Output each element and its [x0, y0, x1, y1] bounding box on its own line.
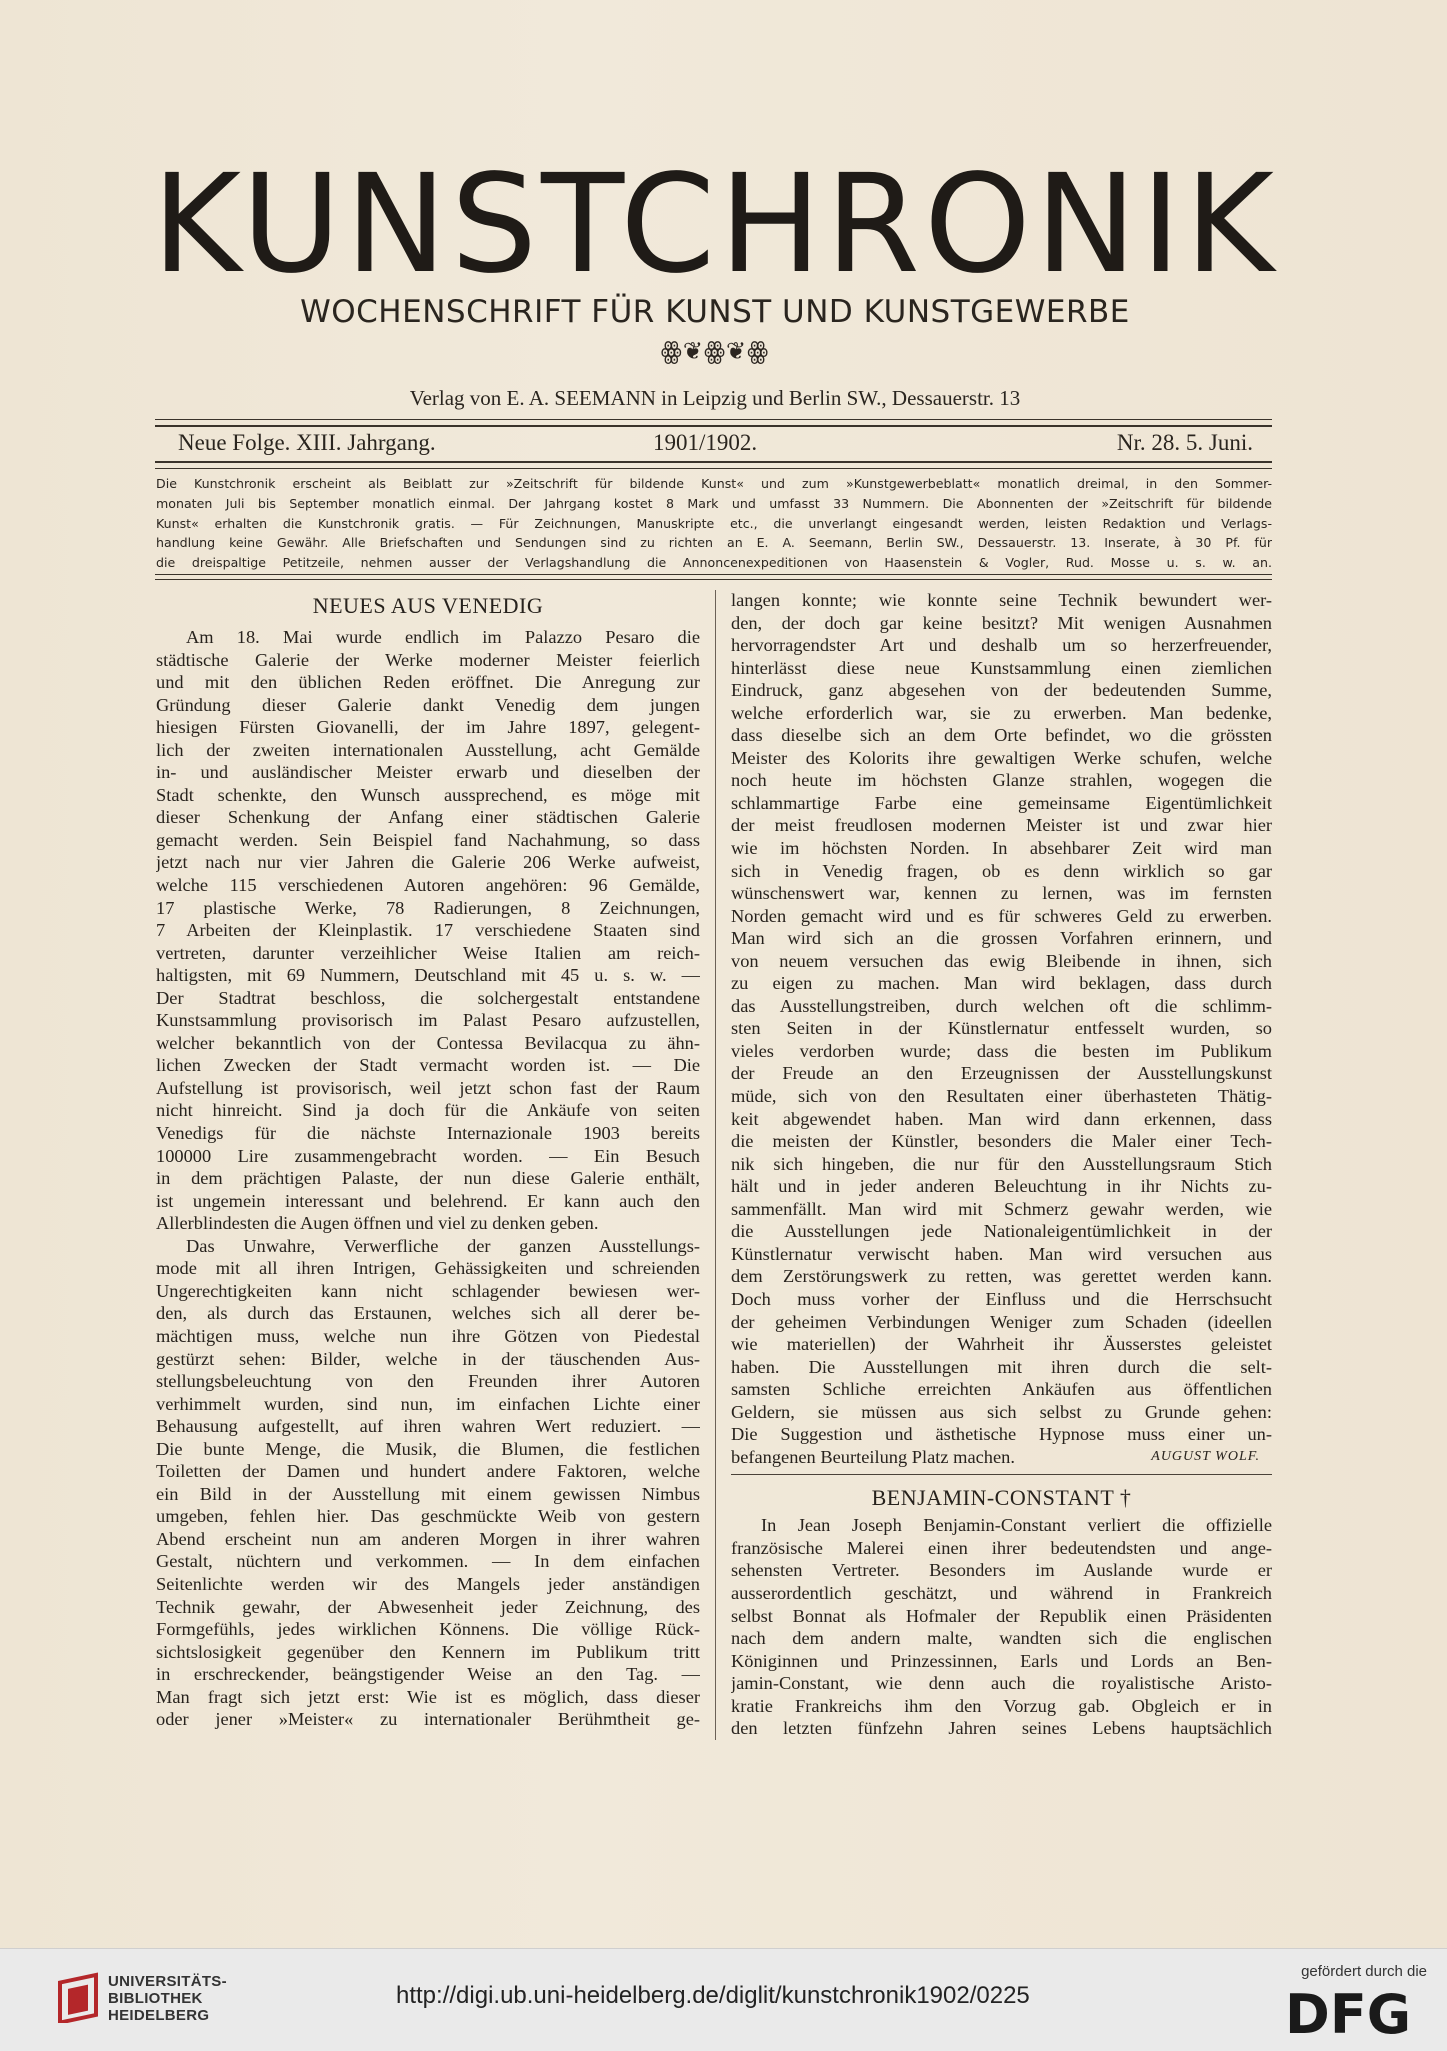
article-text-line: haben. Die Ausstellungen mit ihren durch die selt-	[731, 1356, 1272, 1377]
library-name-line: UNIVERSITÄTS-	[108, 1973, 227, 1990]
dfg-logo-text: DFG	[1285, 1987, 1412, 2039]
article-heading: NEUES AUS VENEDIG	[312, 593, 544, 618]
article-text-line: schlammartige Farbe eine gemeinsame Eigentümlichkeit	[731, 792, 1272, 813]
column-divider	[715, 590, 716, 1740]
article-text-line: In Jean Joseph Benjamin-Constant verliert die offizielle	[761, 1515, 1272, 1536]
article-text-line: in dem prächtigen Palaste, der nun diese Galerie enthält,	[156, 1168, 700, 1189]
issue-year: 1901/1902.	[653, 430, 758, 455]
author-signature: AUGUST WOLF.	[1151, 1448, 1260, 1464]
article-text-line: städtische Galerie der Werke moderner Meister feierlich	[156, 649, 700, 670]
article-text-line: dass dieselbe sich an dem Orte befindet, wo die grössten	[731, 725, 1272, 746]
article-text-line: wie im höchsten Norden. In absehbarer Zeit wird man	[731, 838, 1272, 859]
article-text-line: müde, sich von den Resultaten einer überhasteten Thätig-	[731, 1086, 1272, 1107]
article-text-line: ein Bild in der Ausstellung mit einem gewissen Nimbus	[156, 1483, 700, 1504]
article-text-line: mächtigen muss, welche nun ihre Götzen von Piedestal	[156, 1325, 700, 1346]
article-text-line: lichen Zwecken der Stadt vermacht worden ist. — Die	[156, 1055, 700, 1076]
article-text-line: Aufstellung ist provisorisch, weil jetzt schon fast der Raum	[156, 1077, 700, 1098]
article-text-line: Meister des Kolorits ihre gewaltigen Werke schufen, welche	[731, 747, 1272, 768]
article-text-line: und mit den üblichen Reden eröffnet. Die Anregung zur	[156, 672, 700, 693]
article-text-line: welcher bekanntlich von der Contessa Bevilacqua zu ähn-	[156, 1032, 700, 1053]
article-text-line: jetzt nach nur vier Jahren die Galerie 206 Werke aufweist,	[156, 852, 700, 873]
article-text-line: Der Stadtrat beschloss, die solchergestalt entstandene	[156, 987, 700, 1008]
article-closing-line	[731, 1446, 1272, 1469]
article-text-line: Man fragt sich jetzt erst: Wie ist es möglich, dass dieser	[156, 1686, 700, 1707]
issue-number-date: Nr. 28. 5. Juni.	[1116, 430, 1253, 455]
article-text-line: sammenfällt. Man wird mit Schmerz gewahr werden, wie	[731, 1198, 1272, 1219]
ornament-glyph: ꙮ❦ꙮ❦ꙮ	[660, 339, 770, 365]
article-text-line: Behausung aufgestellt, auf ihren wahren Wert reduziert. —	[156, 1416, 700, 1437]
subscription-notice	[156, 474, 1272, 573]
article-text-line: Gründung dieser Galerie dankt Venedig dem jungen	[156, 694, 700, 715]
article-text-line: langen konnte; wie konnte seine Technik bewundert wer-	[731, 590, 1272, 610]
article-text-line: befangenen Beurteilung Platz machen.	[731, 1446, 1015, 1467]
article-text-line: Norden gemacht wird und es für schweres Geld zu erwerben.	[731, 905, 1272, 926]
notice-line: handlung keine Gewähr. Alle Briefschaften und Sendungen sind zu richten an E. A. Seemann, Berlin SW., Dessauerstr. 13. Inserate, à 30 Pf. für	[156, 535, 1272, 551]
article-text-line: nik sich hingeben, die nur für den Ausstellungsraum Stich	[731, 1153, 1272, 1174]
article-text-line: ist ungemein interessant und belehrend. Er kann auch den	[156, 1190, 700, 1211]
article-text-line: Stadt schenkte, den Wunsch aussprechend, es möge mit	[156, 784, 700, 805]
article-text-line: das Ausstellungstreiben, durch welchen oft die schlimm-	[731, 995, 1272, 1016]
article-text-line: 100000 Lire zusammengebracht worden. — Ein Besuch	[156, 1145, 700, 1166]
article-text-line: Künstlernatur verwischt haben. Man wird versuchen aus	[731, 1243, 1272, 1264]
article-text-line: Königinnen und Prinzessinnen, Earls und Lords an Ben-	[731, 1650, 1272, 1671]
article-text-line: Ungerechtigkeiten kann nicht schlagender bewiesen wer-	[156, 1280, 700, 1301]
article-text-line: samsten Schliche erreichten Ankäufen aus öffentlichen	[731, 1379, 1272, 1400]
footer-bar	[0, 1948, 1447, 2051]
article-text-line: Seitenlichte werden wir des Mangels jeder anständigen	[156, 1573, 700, 1594]
source-url-link[interactable]: http://digi.ub.uni-heidelberg.de/diglit/kunstchronik1902/0225	[396, 1982, 1030, 2009]
article-text-line: ausserordentlich geschätzt, und während in Frankreich	[731, 1582, 1272, 1603]
article-text-line: die meisten der Künstler, besonders die Maler einer Tech-	[731, 1131, 1272, 1152]
article-text-line: stellungsbeleuchtung von den Freunden ihrer Autoren	[156, 1371, 700, 1392]
article-text-line: zu eigen zu machen. Man wird beklagen, dass durch	[731, 973, 1272, 994]
issue-line	[178, 426, 1253, 460]
article-text-line: die Ausstellungen jede Nationaleigentümlichkeit in der	[731, 1221, 1272, 1242]
rule-divider	[155, 461, 1272, 469]
notice-line: die dreispaltige Petitzeile, nehmen ausser der Verlagshandlung die Annoncenexpeditionen von Haasenstein & Vogler, Rud. Mosse u. s. w. an.	[156, 555, 1272, 571]
university-logo-icon	[58, 1969, 98, 2023]
article-text-line: noch heute im höchsten Glanze strahlen, wogegen die	[731, 770, 1272, 791]
article-column-left	[156, 586, 700, 1731]
article-text-line: in erschreckender, beängstigender Weise an den Tag. —	[156, 1664, 700, 1685]
article-text-line: der geheimen Verbindungen Weniger zum Schaden (ideellen	[731, 1311, 1272, 1332]
article-text-line: dieser Schenkung der Anfang einer städtischen Galerie	[156, 807, 700, 828]
article-text-line: französische Malerei einen ihrer bedeutendsten und ange-	[731, 1537, 1272, 1558]
article-text-line: Venedigs für die nächste Internazionale 1903 bereits	[156, 1123, 700, 1144]
article-text-line: den letzten fünfzehn Jahren seines Lebens hauptsächlich	[731, 1718, 1272, 1739]
article-text-line: umgeben, fehlen hier. Das geschmückte Weib von gestern	[156, 1506, 700, 1527]
article-text-line: 17 plastische Werke, 78 Radierungen, 8 Zeichnungen,	[156, 897, 700, 918]
article-text-line: hält und in jeder anderen Beleuchtung in ihr Nichts zu-	[731, 1176, 1272, 1197]
article-text-line: selbst Bonnat als Hofmaler der Republik einen Präsidenten	[731, 1605, 1272, 1626]
article-text-line: den, der doch gar keine besitzt? Mit wenigen Ausnahmen	[731, 612, 1272, 633]
article-text-line: gestürzt sehen: Bilder, welche in der täuschenden Aus-	[156, 1348, 700, 1369]
article-text-line: hervorragendster Art und deshalb um so herzerfreuender,	[731, 635, 1272, 656]
article-text-line: mode mit all ihren Intrigen, Gehässigkeiten und schreienden	[156, 1258, 700, 1279]
article-text-line: oder jener »Meister« zu internationaler Berühmtheit ge-	[156, 1709, 700, 1730]
article-text-line: Formgefühls, jedes wirklichen Könnens. Die völlige Rück-	[156, 1619, 700, 1640]
library-name-line: HEIDELBERG	[108, 2007, 210, 2024]
article-column-right	[731, 589, 1272, 1740]
article-text-line: welche 115 verschiedenen Autoren angehören: 96 Gemälde,	[156, 875, 700, 896]
notice-line: Kunst« erhalten die Kunstchronik gratis. — Für Zeichnungen, Manuskripte etc., die unverlangt eingesandt werden, leisten Redaktion und Verlags-	[156, 515, 1272, 531]
article-text-line: vieles verdorben wurde; dass die besten im Publikum	[731, 1040, 1272, 1061]
article-text-line: Geldern, sie müssen aus sich selbst zu Grunde gehen:	[731, 1401, 1272, 1422]
article-text-line: welche erforderlich war, sie zu erwerben. Man bedenke,	[731, 702, 1272, 723]
article-text-line: Allerblindesten die Augen öffnen und viel zu denken geben.	[156, 1213, 599, 1234]
article-text-line: wie materiellen) der Wahrheit ihr Äusserstes geleistet	[731, 1334, 1272, 1355]
funding-caption: gefördert durch die	[1301, 1963, 1427, 1980]
article-text-line: der meist freudlosen modernen Meister ist und zwar hier	[731, 815, 1272, 836]
article-text-line: Am 18. Mai wurde endlich im Palazzo Pesaro die	[186, 627, 700, 647]
article-heading: BENJAMIN-CONSTANT †	[871, 1485, 1132, 1511]
article-text-line: Man wird sich an die grossen Vorfahren erinnern, und	[731, 928, 1272, 949]
article-text-line: sten Seiten in der Künstlernatur entfesselt wurden, so	[731, 1018, 1272, 1039]
dfg-logo-icon	[1285, 1987, 1425, 2039]
article-text-line: dem Zerstörungswerk zu retten, was gerettet werden kann.	[731, 1266, 1272, 1287]
notice-line: Die Kunstchronik erscheint als Beiblatt zur »Zeitschrift für bildende Kunst« und zum »Kunstgewerbeblatt« monatlich dreimal, in den Sommer-	[156, 476, 1272, 491]
article-text-line: Gestalt, nüchtern und verkommen. — In dem einfachen	[156, 1551, 700, 1572]
article-text-line: vertreten, darunter verzeihlicher Weise Italien am reich-	[156, 942, 700, 963]
library-name	[108, 1973, 227, 2024]
article-text-line: Abend erscheint nun am anderen Morgen in ihrer wahren	[156, 1528, 700, 1549]
article-text-line: verhimmelt wurden, sind nun, im einfachen Lichte einer	[156, 1393, 700, 1414]
section-divider	[731, 1468, 1272, 1482]
masthead-title: KUNSTCHRONIK	[151, 146, 1279, 304]
article-text-line: lich der zweiten internationalen Ausstellung, acht Gemälde	[156, 739, 700, 760]
notice-line: monaten Juli bis September monatlich einmal. Der Jahrgang kostet 8 Mark und umfasst 33 Nummern. Die Abonnenten der »Zeitschrift für bildende	[156, 495, 1272, 511]
article-text-line: Doch muss vorher der Einfluss und die Herrschsucht	[731, 1288, 1272, 1309]
article-text-line: Eindruck, ganz abgesehen von der bedeutenden Summe,	[731, 680, 1272, 701]
article-text-line: jamin-Constant, wie denn auch die royalistische Aristo-	[731, 1673, 1272, 1694]
article-text-line: 7 Arbeiten der Kleinplastik. 17 verschiedene Staaten sind	[156, 920, 700, 941]
article-text-line: Die bunte Menge, die Musik, die Blumen, die festlichen	[156, 1438, 700, 1459]
article-text-line: der Freude an den Erzeugnissen der Ausstellungskunst	[731, 1063, 1272, 1084]
article-text-line: kratie Frankreichs ihm den Vorzug gab. Obgleich er in	[731, 1695, 1272, 1716]
library-name-line: BIBLIOTHEK	[108, 1990, 203, 2007]
article-text-line: gemacht werden. Sein Beispiel fand Nachahmung, so dass	[156, 829, 700, 850]
rule-divider	[155, 574, 1272, 580]
article-text-line: nicht hinreicht. Sind ja doch für die Ankäufe von seiten	[156, 1100, 700, 1121]
article-text-line: keit abgewendet haben. Man wird dann erkennen, dass	[731, 1108, 1272, 1129]
article-text-line: sich in Venedig fragen, ob es denn wirklich so gar	[731, 860, 1272, 881]
article-text-line: Toiletten der Damen und hundert andere Faktoren, welche	[156, 1461, 700, 1482]
article-text-line: Die Suggestion und ästhetische Hypnose muss einer un-	[731, 1424, 1272, 1445]
article-text-line: haltigsten, mit 69 Nummern, Deutschland mit 45 u. s. w. —	[156, 965, 700, 986]
issue-series: Neue Folge. XIII. Jahrgang.	[178, 430, 436, 455]
article-text-line: Das Unwahre, Verwerfliche der ganzen Ausstellungs-	[186, 1235, 700, 1256]
article-text-line: hiesigen Fürsten Giovanelli, der im Jahre 1897, gelegent-	[156, 717, 700, 738]
article-text-line: nach dem andern malte, wandten sich die englischen	[731, 1628, 1272, 1649]
article-text-line: sichtslosigkeit gegenüber den Kennern im Publikum tritt	[156, 1641, 700, 1662]
publisher-line: Verlag von E. A. SEEMANN in Leipzig und Berlin SW., Dessauerstr. 13	[409, 386, 1021, 410]
masthead-subtitle: WOCHENSCHRIFT FÜR KUNST UND KUNSTGEWERBE	[300, 294, 1130, 330]
article-text-line: von neuem versuchen das ewig Bleibende in ihnen, sich	[731, 950, 1272, 971]
article-text-line: hinterlässt diese neue Kunstsammlung einen ziemlichen	[731, 657, 1272, 678]
article-text-line: Kunstsammlung provisorisch im Palast Pesaro aufzustellen,	[156, 1010, 700, 1031]
article-text-line: Technik gewahr, der Abwesenheit jeder Zeichnung, des	[156, 1596, 700, 1617]
article-text-line: wünschenswert war, kennen zu lernen, was im fernsten	[731, 883, 1272, 904]
article-text-line: in- und ausländischer Meister erwarb und dieselben der	[156, 762, 700, 783]
article-text-line: sehensten Vertreter. Besonders im Auslande wurde er	[731, 1560, 1272, 1581]
article-text-line: den, als durch das Erstaunen, welches sich all derer be-	[156, 1303, 700, 1324]
